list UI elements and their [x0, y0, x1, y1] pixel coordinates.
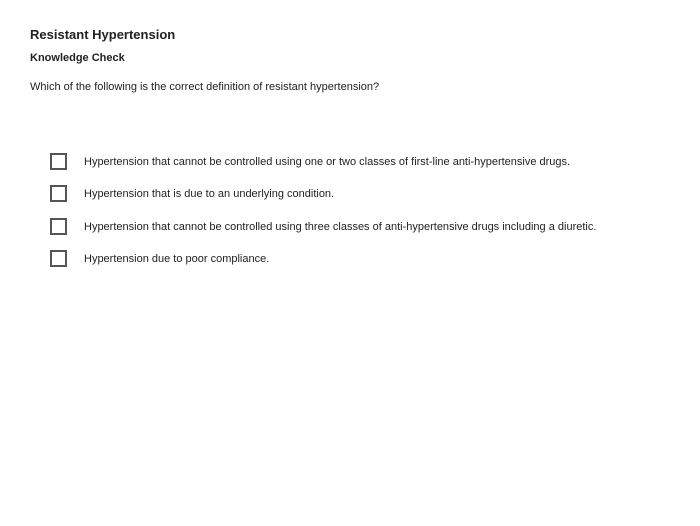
- page-title: Resistant Hypertension: [30, 27, 176, 42]
- section-subtitle: Knowledge Check: [30, 52, 125, 64]
- answer-option-label[interactable]: Hypertension that cannot be controlled using three classes of anti-hypertensive drugs including a diuretic.: [84, 220, 597, 233]
- question-text: Which of the following is the correct definition of resistant hypertension?: [30, 81, 380, 93]
- answer-option-1[interactable]: [50, 152, 596, 184]
- checkbox-option-4[interactable]: [50, 250, 67, 267]
- answer-option-label[interactable]: Hypertension that cannot be controlled using one or two classes of first-line anti-hypertensive drugs.: [84, 156, 571, 168]
- answer-option-4[interactable]: [50, 249, 596, 281]
- answer-option-3[interactable]: [50, 217, 596, 249]
- answer-option-2[interactable]: [50, 184, 596, 216]
- answer-options-list: [50, 152, 596, 281]
- answer-option-label[interactable]: Hypertension due to poor compliance.: [84, 252, 270, 265]
- checkbox-option-2[interactable]: [50, 185, 67, 202]
- checkbox-option-3[interactable]: [50, 218, 67, 235]
- checkbox-option-1[interactable]: [50, 153, 67, 170]
- answer-option-label[interactable]: Hypertension that is due to an underlying condition.: [84, 188, 335, 201]
